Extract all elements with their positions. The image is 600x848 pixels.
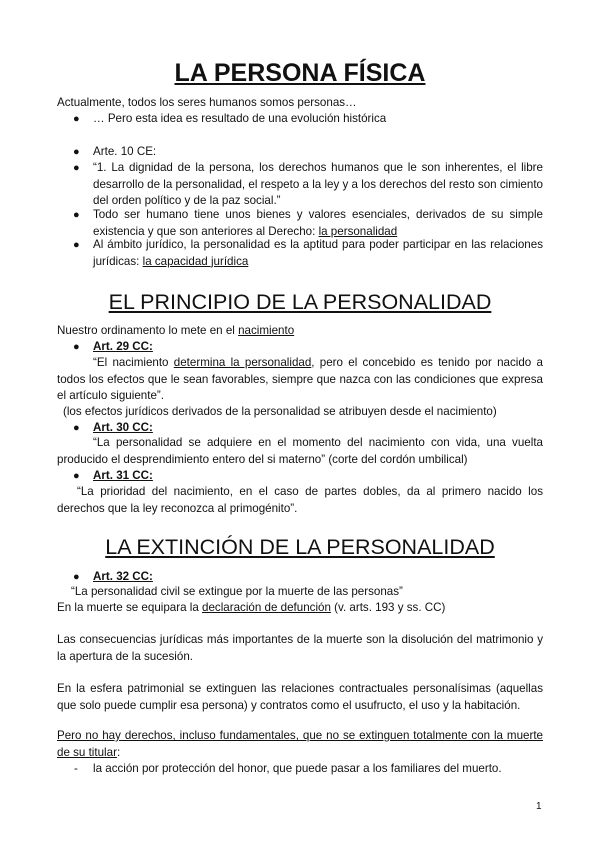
art29-label: Art. 29 CC: xyxy=(93,340,153,353)
intro-line: Actualmente, todos los seres humanos somos personas… xyxy=(57,96,357,109)
link-capacidad-juridica: la capacidad jurídica xyxy=(142,254,249,268)
section1-lead: Nuestro ordinamento lo mete en el nacimiento xyxy=(57,324,295,337)
bullet-icon: ● xyxy=(73,470,80,482)
bullet-icon: ● xyxy=(73,341,80,353)
equiparacion-line: En la muerte se equipara la declaración de defunción (v. arts. 193 y ss. CC) xyxy=(57,601,446,614)
art31-label: Art. 31 CC: xyxy=(93,469,153,482)
bullet-icon: ● xyxy=(73,209,80,221)
intro-bullet-4: Todo ser humano tiene unos bienes y valores esenciales, derivados de su simple existencia y que son anteriores al Derecho: la personalidad xyxy=(93,208,543,238)
art32-label: Art. 32 CC: xyxy=(93,570,153,583)
section-heading-extincion: LA EXTINCIÓN DE LA PERSONALIDAD xyxy=(105,535,495,559)
paragraph-esfera-patrimonial: En la esfera patrimonial se extinguen las relaciones contractuales personalísimas (aquellas que solo puede cumplir esa persona) y contratos como el usufructo, el uso y la habitación. xyxy=(57,682,543,712)
bullet-icon: ● xyxy=(73,162,80,174)
art31-text: “La prioridad del nacimiento, en el caso de partes dobles, da al primero nacido los derechos que la ley reconozca al primogénito”. xyxy=(57,485,543,515)
section-heading-principio: EL PRINCIPIO DE LA PERSONALIDAD xyxy=(108,290,492,314)
paragraph-derechos: Pero no hay derechos, incluso fundamentales, que no se extinguen totalmente con la muerte de su titular: xyxy=(57,729,543,759)
intro-bullet-5: Al ámbito jurídico, la personalidad es la aptitud para poder participar en las relaciones jurídicas: la capacidad jurídica xyxy=(93,238,543,268)
bullet-icon: ● xyxy=(73,239,80,251)
page-number: 1 xyxy=(536,801,542,812)
dash-item-honor: la acción por protección del honor, que puede pasar a los familiares del muerto. xyxy=(93,762,502,775)
dash-icon: - xyxy=(74,762,78,775)
link-personalidad: la personalidad xyxy=(318,224,398,238)
intro-bullet-1: … Pero esta idea es resultado de una evolución histórica xyxy=(93,112,387,125)
art30-label: Art. 30 CC: xyxy=(93,421,153,434)
intro-bullet-2: Arte. 10 CE: xyxy=(93,145,157,158)
art29-note: (los efectos jurídicos derivados de la personalidad se atribuyen desde el nacimiento) xyxy=(63,405,497,418)
bullet-icon: ● xyxy=(73,422,80,434)
art29-text: “El nacimiento determina la personalidad, pero el concebido es tenido por nacido a todos los efectos que le sean favorables, siempre que nazca con las condiciones que expresa el artículo siguiente”. xyxy=(57,356,543,402)
bullet-icon: ● xyxy=(73,571,80,583)
art32-text: “La personalidad civil se extingue por la muerte de las personas” xyxy=(71,585,403,598)
page-title: LA PERSONA FÍSICA xyxy=(174,59,426,87)
art30-text: “La personalidad se adquiere en el momento del nacimiento con vida, una vuelta producido el desprendimiento entero del si materno” (corte del cordón umbilical) xyxy=(57,436,543,466)
bullet-icon: ● xyxy=(73,113,80,125)
intro-bullet-3: “1. La dignidad de la persona, los derechos humanos que le son inherentes, el libre desarrollo de la personalidad, el respeto a la ley y a los derechos del resto son cimiento del orden político y de la paz social.” xyxy=(93,161,543,207)
paragraph-consecuencias: Las consecuencias jurídicas más importantes de la muerte son la disolución del matrimonio y la apertura de la sucesión. xyxy=(57,633,543,663)
bullet-icon: ● xyxy=(73,146,80,158)
